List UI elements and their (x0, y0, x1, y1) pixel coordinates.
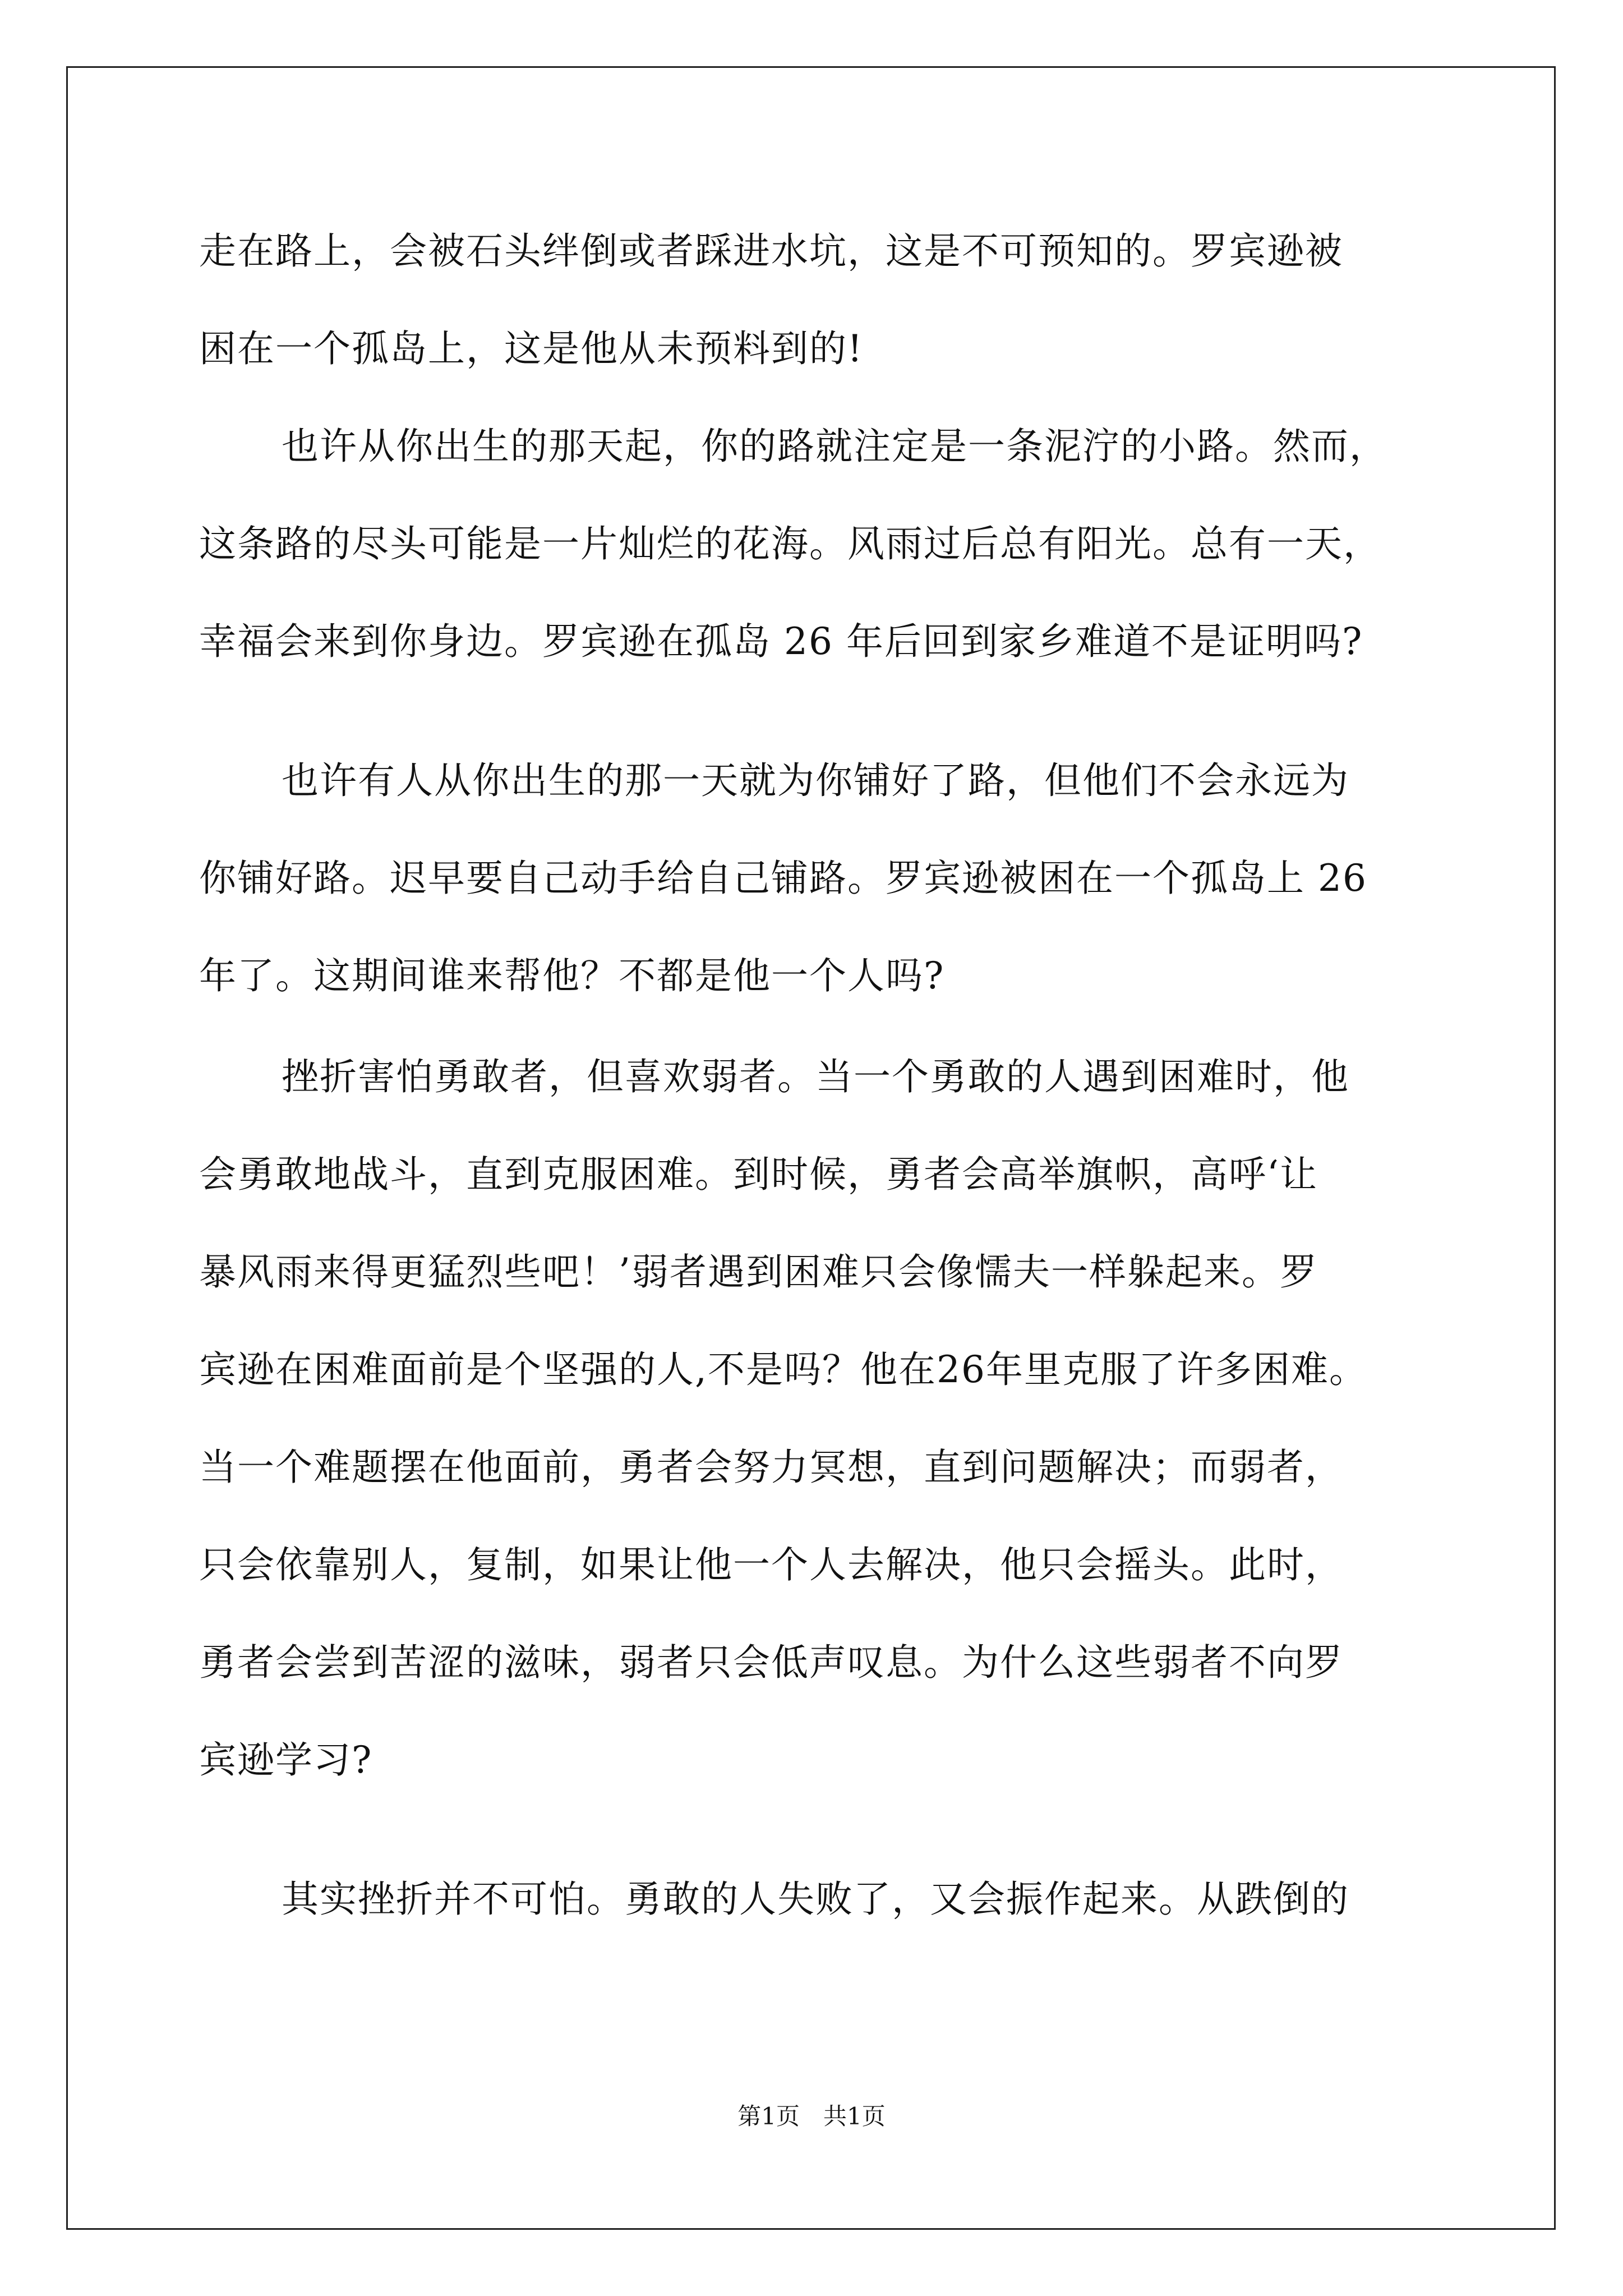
paragraph-4-line-3: 暴风雨来得更猛烈些吧！’弱者遇到困难只会像懦夫一样躲起来。罗 (199, 1250, 1318, 1294)
paragraph-2-line-2: 这条路的尽头可能是一片灿烂的花海。风雨过后总有阳光。总有一天， (199, 522, 1381, 565)
paragraph-1-line-1: 走在路上，会被石头绊倒或者踩进水坑，这是不可预知的。罗宾逊被 (199, 229, 1343, 273)
paragraph-4-line-7: 勇者会尝到苦涩的滋味，弱者只会低声叹息。为什么这些弱者不向罗 (199, 1641, 1343, 1684)
paragraph-4-line-4: 宾逊在困难面前是个坚强的人,不是吗？他在26年里克服了许多困难。 (199, 1348, 1367, 1391)
paragraph-4-line-1: 挫折害怕勇敢者，但喜欢弱者。当一个勇敢的人遇到困难时，他 (282, 1055, 1349, 1098)
paragraph-4-line-8: 宾逊学习? (199, 1738, 373, 1782)
paragraph-4-line-5: 当一个难题摆在他面前，勇者会努力冥想，直到问题解决；而弱者， (199, 1446, 1343, 1489)
paragraph-4-line-6: 只会依靠别人，复制，如果让他一个人去解决，他只会摇头。此时， (199, 1543, 1343, 1586)
paragraph-3-line-3: 年了。这期间谁来帮他？不都是他一个人吗? (199, 954, 945, 997)
paragraph-3-line-1: 也许有人从你出生的那一天就为你铺好了路，但他们不会永远为 (282, 759, 1349, 802)
page-footer: 第1页 共1页 (737, 2102, 886, 2130)
paragraph-3-line-2: 你铺好路。迟早要自己动手给自己铺路。罗宾逊被困在一个孤岛上 26 (199, 857, 1367, 900)
paragraph-2-line-1: 也许从你出生的那天起，你的路就注定是一条泥泞的小路。然而， (282, 425, 1387, 468)
paragraph-4-line-2: 会勇敢地战斗，直到克服困难。到时候，勇者会高举旗帜，高呼‘让 (199, 1153, 1318, 1196)
paragraph-2-line-3: 幸福会来到你身边。罗宾逊在孤岛 26 年后回到家乡难道不是证明吗? (199, 620, 1363, 663)
paragraph-5-line-1: 其实挫折并不可怕。勇敢的人失败了，又会振作起来。从跌倒的 (282, 1878, 1349, 1921)
paragraph-1-line-2: 困在一个孤岛上，这是他从未预料到的! (199, 327, 864, 370)
